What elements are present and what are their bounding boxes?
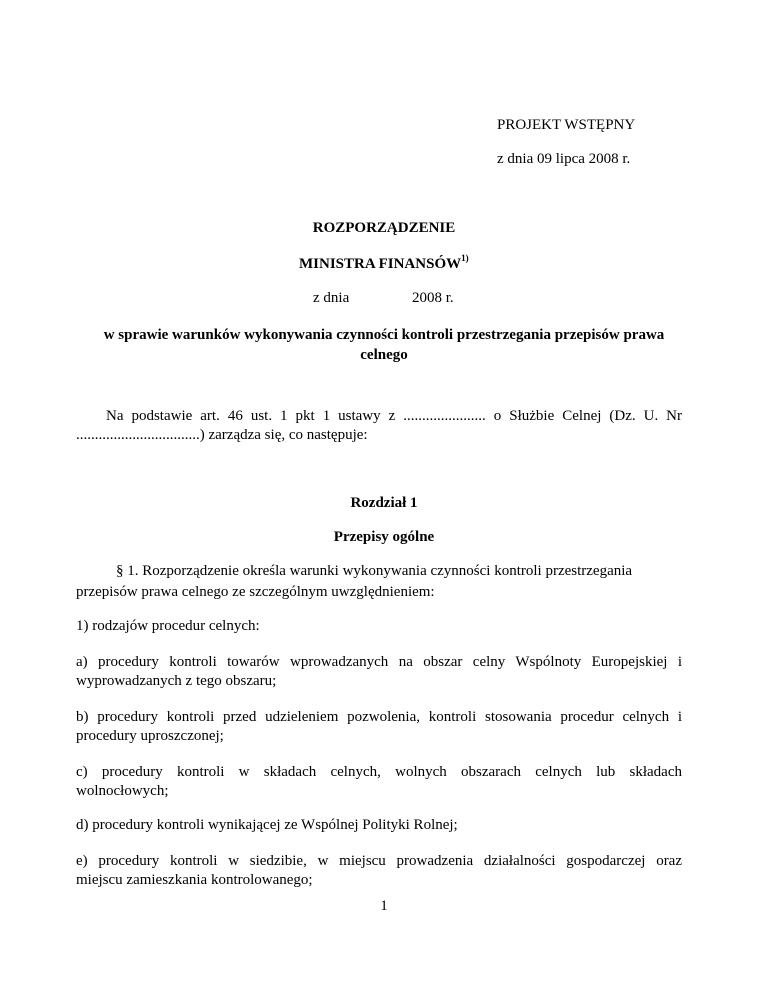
section1-line1: § 1. Rozporządzenie określa warunki wykonywania czynności kontroli przestrzegania: [116, 563, 633, 579]
item-b-line1: b) procedury kontroli przed udzieleniem pozwolenia, kontroli stosowania procedur celnych i: [76, 709, 682, 725]
regulation-date-year: 2008 r.: [412, 290, 454, 306]
preamble-line2: .................................) zarządza się, co następuje:: [76, 427, 368, 443]
regulation-subject-line2: celnego: [360, 347, 408, 363]
regulation-subject-line1: w sprawie warunków wykonywania czynności kontroli przestrzegania przepisów prawa: [103, 327, 665, 343]
item-c-line1: c) procedury kontroli w składach celnych, wolnych obszarach celnych lub składach: [76, 764, 682, 780]
item-c-line2: wolnocłowych;: [76, 783, 169, 799]
chapter-label: Rozdział 1: [350, 495, 418, 511]
item-d-line1: d) procedury kontroli wynikającej ze Wspólnej Polityki Rolnej;: [76, 817, 458, 833]
chapter-title: Przepisy ogólne: [333, 529, 435, 545]
draft-status-label: PROJEKT WSTĘPNY: [497, 117, 636, 133]
document-type-title: ROZPORZĄDZENIE: [312, 220, 456, 236]
item-a-line1: a) procedury kontroli towarów wprowadzanych na obszar celny Wspólnoty Europejskiej i: [76, 654, 682, 670]
issuing-authority: MINISTRA FINANSÓW$^{1)}$: [299, 253, 469, 272]
footnote-marker: 1): [461, 253, 469, 263]
preamble-line1: Na podstawie art. 46 ust. 1 pkt 1 ustawy z ...................... o Służbie Celnej (Dz. U. Nr: [106, 408, 682, 424]
item-e-line1: e) procedury kontroli w siedzibie, w miejscu prowadzenia działalności gospodarczej oraz: [76, 853, 682, 869]
point1-text: 1) rodzajów procedur celnych:: [76, 618, 260, 634]
page-number: 1: [380, 898, 388, 914]
item-e-line2: miejscu zamieszkania kontrolowanego;: [76, 872, 313, 888]
draft-date: z dnia 09 lipca 2008 r.: [497, 151, 631, 167]
section1-line2: przepisów prawa celnego ze szczególnym uwzględnieniem:: [76, 584, 435, 600]
regulation-date-label: z dnia: [313, 290, 350, 306]
item-b-line2: procedury uproszczonej;: [76, 728, 224, 744]
item-a-line2: wyprowadzanych z tego obszaru;: [76, 673, 277, 689]
